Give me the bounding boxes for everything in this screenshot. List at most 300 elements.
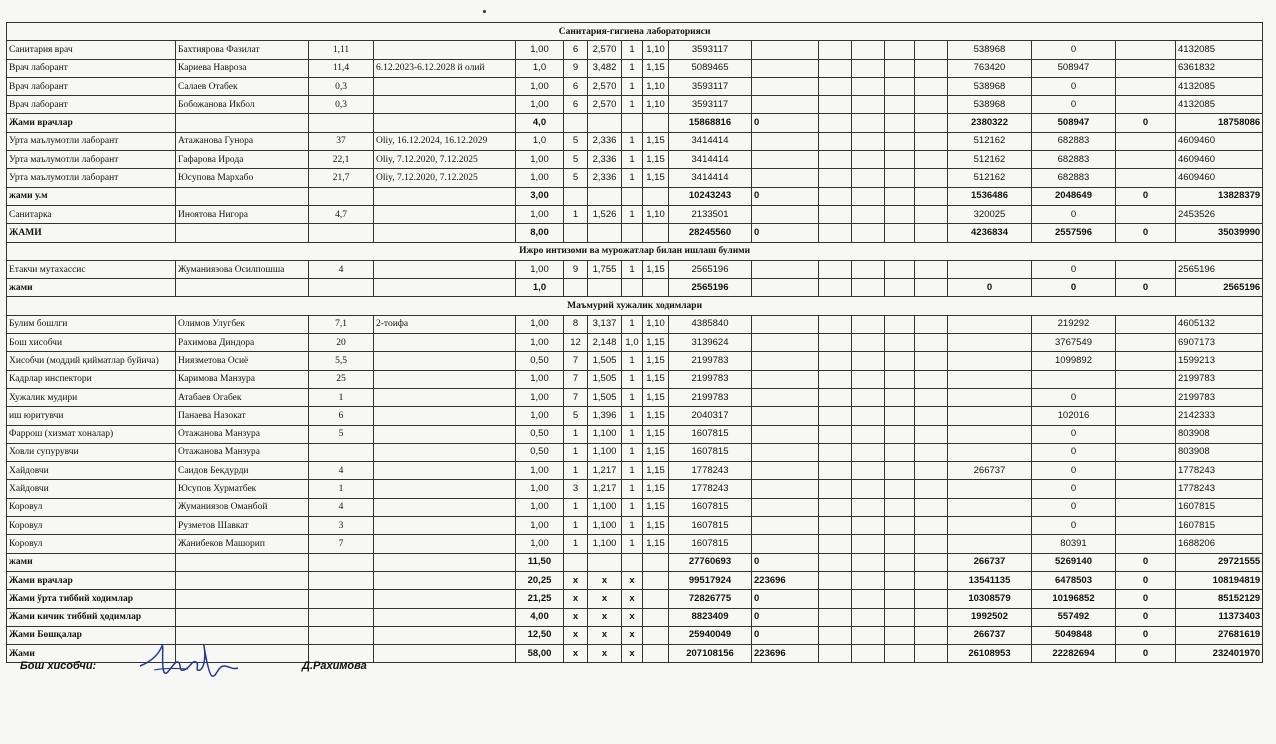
cell-allowance: 4236834 bbox=[948, 224, 1032, 242]
cell-full-name bbox=[176, 224, 309, 242]
cell-factor: 1 bbox=[622, 443, 643, 461]
cell-extra-2 bbox=[852, 279, 885, 297]
cell-factor: 1 bbox=[622, 151, 643, 169]
cell-allowance bbox=[948, 535, 1032, 553]
cell-extra-4 bbox=[915, 370, 948, 388]
cell-category bbox=[374, 553, 516, 571]
cell-bonus bbox=[752, 480, 819, 498]
cell-other bbox=[1116, 370, 1176, 388]
cell-category bbox=[374, 279, 516, 297]
cell-total: 232401970 bbox=[1176, 645, 1263, 663]
cell-grade: 7 bbox=[564, 388, 588, 406]
cell-extra-3 bbox=[885, 224, 915, 242]
cell-extra-2 bbox=[852, 114, 885, 132]
cell-multiplier bbox=[643, 608, 669, 626]
cell-premium: 682883 bbox=[1032, 169, 1116, 187]
table-row bbox=[7, 260, 1263, 278]
cell-extra-4 bbox=[915, 77, 948, 95]
cell-extra-4 bbox=[915, 443, 948, 461]
cell-premium: 557492 bbox=[1032, 608, 1116, 626]
cell-extra-1 bbox=[819, 77, 852, 95]
cell-allowance bbox=[948, 370, 1032, 388]
cell-extra-2 bbox=[852, 315, 885, 333]
cell-extra-2 bbox=[852, 96, 885, 114]
cell-premium: 3767549 bbox=[1032, 334, 1116, 352]
cell-extra-1 bbox=[819, 279, 852, 297]
cell-factor: x bbox=[622, 626, 643, 644]
cell-premium: 0 bbox=[1032, 260, 1116, 278]
cell-category: 2-тоифа bbox=[374, 315, 516, 333]
cell-total: 6907173 bbox=[1176, 334, 1263, 352]
cell-coefficient: 1,100 bbox=[588, 443, 622, 461]
cell-grade: 8 bbox=[564, 315, 588, 333]
cell-extra-1 bbox=[819, 315, 852, 333]
cell-coefficient: 1,505 bbox=[588, 388, 622, 406]
cell-multiplier bbox=[643, 553, 669, 571]
cell-grade: 1 bbox=[564, 535, 588, 553]
cell-category bbox=[374, 425, 516, 443]
cell-position: Хайдовчи bbox=[7, 480, 176, 498]
cell-multiplier bbox=[643, 571, 669, 589]
cell-grade: x bbox=[564, 608, 588, 626]
cell-salary: 3593117 bbox=[669, 96, 752, 114]
cell-grade: x bbox=[564, 645, 588, 663]
cell-position: Бош хисобчи bbox=[7, 334, 176, 352]
cell-rate: 11,50 bbox=[516, 553, 564, 571]
cell-experience: 7 bbox=[309, 535, 374, 553]
cell-factor bbox=[622, 114, 643, 132]
cell-salary: 3414414 bbox=[669, 132, 752, 150]
cell-coefficient: 1,505 bbox=[588, 352, 622, 370]
cell-category bbox=[374, 77, 516, 95]
cell-bonus bbox=[752, 425, 819, 443]
cell-coefficient: 2,148 bbox=[588, 334, 622, 352]
cell-multiplier: 1,15 bbox=[643, 498, 669, 516]
cell-extra-3 bbox=[885, 169, 915, 187]
cell-salary: 3139624 bbox=[669, 334, 752, 352]
cell-other: 0 bbox=[1116, 608, 1176, 626]
cell-allowance: 13541135 bbox=[948, 571, 1032, 589]
cell-position: Жами bbox=[7, 645, 176, 663]
cell-experience: 20 bbox=[309, 334, 374, 352]
cell-category bbox=[374, 626, 516, 644]
cell-allowance: 1992502 bbox=[948, 608, 1032, 626]
cell-extra-1 bbox=[819, 498, 852, 516]
cell-rate: 1,00 bbox=[516, 169, 564, 187]
cell-coefficient: x bbox=[588, 590, 622, 608]
cell-allowance: 763420 bbox=[948, 59, 1032, 77]
cell-rate: 1,00 bbox=[516, 462, 564, 480]
cell-extra-3 bbox=[885, 260, 915, 278]
cell-rate: 1,00 bbox=[516, 480, 564, 498]
cell-salary: 1607815 bbox=[669, 443, 752, 461]
cell-bonus bbox=[752, 169, 819, 187]
cell-premium: 0 bbox=[1032, 480, 1116, 498]
cell-rate: 0,50 bbox=[516, 352, 564, 370]
cell-total: 29721555 bbox=[1176, 553, 1263, 571]
cell-coefficient bbox=[588, 114, 622, 132]
cell-experience bbox=[309, 187, 374, 205]
cell-extra-3 bbox=[885, 132, 915, 150]
cell-rate: 8,00 bbox=[516, 224, 564, 242]
cell-full-name: Атабаев Огабек bbox=[176, 388, 309, 406]
cell-extra-4 bbox=[915, 169, 948, 187]
cell-full-name bbox=[176, 114, 309, 132]
cell-total: 18758086 bbox=[1176, 114, 1263, 132]
cell-bonus bbox=[752, 535, 819, 553]
cell-allowance: 538968 bbox=[948, 77, 1032, 95]
cell-coefficient: 2,336 bbox=[588, 151, 622, 169]
section-title: Маъмурий хужалик ходимлари bbox=[7, 297, 1263, 315]
cell-multiplier: 1,15 bbox=[643, 370, 669, 388]
table-row bbox=[7, 151, 1263, 169]
cell-grade: 1 bbox=[564, 205, 588, 223]
cell-extra-1 bbox=[819, 370, 852, 388]
cell-coefficient: 3,137 bbox=[588, 315, 622, 333]
cell-position: Хисобчи (моддий қийматлар буйича) bbox=[7, 352, 176, 370]
cell-full-name bbox=[176, 187, 309, 205]
cell-full-name: Олимов Улугбек bbox=[176, 315, 309, 333]
subtotal-row bbox=[7, 279, 1263, 297]
cell-other: 0 bbox=[1116, 279, 1176, 297]
cell-other: 0 bbox=[1116, 645, 1176, 663]
cell-multiplier bbox=[643, 626, 669, 644]
cell-coefficient: 2,570 bbox=[588, 96, 622, 114]
cell-extra-1 bbox=[819, 626, 852, 644]
cell-salary: 1607815 bbox=[669, 498, 752, 516]
cell-experience bbox=[309, 443, 374, 461]
cell-experience bbox=[309, 279, 374, 297]
cell-coefficient: 1,217 bbox=[588, 462, 622, 480]
cell-extra-1 bbox=[819, 114, 852, 132]
cell-extra-4 bbox=[915, 260, 948, 278]
cell-rate: 1,00 bbox=[516, 388, 564, 406]
cell-allowance bbox=[948, 388, 1032, 406]
cell-full-name bbox=[176, 279, 309, 297]
cell-extra-2 bbox=[852, 132, 885, 150]
cell-extra-1 bbox=[819, 517, 852, 535]
cell-factor: 1 bbox=[622, 535, 643, 553]
cell-full-name: Отажанова Манзура bbox=[176, 443, 309, 461]
cell-rate: 1,00 bbox=[516, 517, 564, 535]
cell-experience: 4,7 bbox=[309, 205, 374, 223]
cell-allowance: 0 bbox=[948, 279, 1032, 297]
section-header-row bbox=[7, 23, 1263, 41]
cell-extra-4 bbox=[915, 96, 948, 114]
cell-position: Жами врачлар bbox=[7, 571, 176, 589]
cell-category bbox=[374, 224, 516, 242]
cell-rate: 0,50 bbox=[516, 425, 564, 443]
table-row bbox=[7, 59, 1263, 77]
cell-bonus bbox=[752, 279, 819, 297]
cell-extra-1 bbox=[819, 59, 852, 77]
cell-experience: 7,1 bbox=[309, 315, 374, 333]
cell-salary: 2133501 bbox=[669, 205, 752, 223]
cell-rate: 1,00 bbox=[516, 334, 564, 352]
cell-other: 0 bbox=[1116, 571, 1176, 589]
cell-extra-3 bbox=[885, 443, 915, 461]
cell-full-name bbox=[176, 553, 309, 571]
cell-position: Ховли супурувчи bbox=[7, 443, 176, 461]
cell-extra-1 bbox=[819, 260, 852, 278]
cell-allowance bbox=[948, 425, 1032, 443]
cell-other bbox=[1116, 443, 1176, 461]
cell-total: 4132085 bbox=[1176, 96, 1263, 114]
cell-multiplier: 1,10 bbox=[643, 77, 669, 95]
cell-total: 4605132 bbox=[1176, 315, 1263, 333]
cell-position: Жами ўрта тиббий ходимлар bbox=[7, 590, 176, 608]
cell-extra-1 bbox=[819, 352, 852, 370]
cell-full-name: Жуманиязова Осилпошша bbox=[176, 260, 309, 278]
cell-bonus bbox=[752, 59, 819, 77]
cell-premium: 0 bbox=[1032, 96, 1116, 114]
cell-position: Коровул bbox=[7, 517, 176, 535]
cell-position: Хайдовчи bbox=[7, 462, 176, 480]
cell-other bbox=[1116, 517, 1176, 535]
cell-allowance bbox=[948, 352, 1032, 370]
cell-position: Врач лаборант bbox=[7, 59, 176, 77]
cell-salary: 3414414 bbox=[669, 169, 752, 187]
cell-category bbox=[374, 370, 516, 388]
cell-extra-4 bbox=[915, 498, 948, 516]
cell-extra-3 bbox=[885, 480, 915, 498]
cell-premium: 0 bbox=[1032, 498, 1116, 516]
cell-extra-3 bbox=[885, 187, 915, 205]
cell-salary: 10243243 bbox=[669, 187, 752, 205]
cell-full-name: Жанибеков Машорип bbox=[176, 535, 309, 553]
cell-category bbox=[374, 260, 516, 278]
cell-premium: 0 bbox=[1032, 425, 1116, 443]
cell-category: 6.12.2023-6.12.2028 й олий bbox=[374, 59, 516, 77]
cell-rate: 1,00 bbox=[516, 77, 564, 95]
cell-total: 2565196 bbox=[1176, 279, 1263, 297]
cell-extra-4 bbox=[915, 132, 948, 150]
signer-name: Д.Рахимова bbox=[302, 660, 367, 672]
cell-multiplier: 1,15 bbox=[643, 260, 669, 278]
cell-full-name: Саидов Бекдурди bbox=[176, 462, 309, 480]
cell-allowance bbox=[948, 443, 1032, 461]
cell-multiplier bbox=[643, 224, 669, 242]
cell-category bbox=[374, 645, 516, 663]
cell-extra-2 bbox=[852, 553, 885, 571]
cell-experience: 6 bbox=[309, 407, 374, 425]
cell-extra-2 bbox=[852, 187, 885, 205]
cell-extra-3 bbox=[885, 517, 915, 535]
cell-rate: 1,00 bbox=[516, 370, 564, 388]
cell-grade: 12 bbox=[564, 334, 588, 352]
cell-position: Врач лаборант bbox=[7, 77, 176, 95]
cell-extra-3 bbox=[885, 425, 915, 443]
cell-other bbox=[1116, 132, 1176, 150]
cell-extra-3 bbox=[885, 41, 915, 59]
cell-premium bbox=[1032, 370, 1116, 388]
cell-extra-3 bbox=[885, 370, 915, 388]
cell-category bbox=[374, 334, 516, 352]
cell-full-name bbox=[176, 571, 309, 589]
cell-extra-1 bbox=[819, 407, 852, 425]
cell-extra-3 bbox=[885, 352, 915, 370]
cell-grade: x bbox=[564, 590, 588, 608]
cell-category: Oliy, 16.12.2024, 16.12.2029 bbox=[374, 132, 516, 150]
cell-total: 1599213 bbox=[1176, 352, 1263, 370]
cell-allowance bbox=[948, 334, 1032, 352]
grand-total-row bbox=[7, 590, 1263, 608]
cell-extra-4 bbox=[915, 571, 948, 589]
cell-coefficient bbox=[588, 224, 622, 242]
cell-salary: 2199783 bbox=[669, 370, 752, 388]
subtotal-row bbox=[7, 114, 1263, 132]
cell-experience bbox=[309, 608, 374, 626]
cell-premium: 5049848 bbox=[1032, 626, 1116, 644]
cell-premium: 22282694 bbox=[1032, 645, 1116, 663]
cell-experience: 0,3 bbox=[309, 96, 374, 114]
cell-rate: 1,0 bbox=[516, 132, 564, 150]
cell-rate: 1,00 bbox=[516, 315, 564, 333]
cell-salary: 2565196 bbox=[669, 279, 752, 297]
cell-grade: 5 bbox=[564, 132, 588, 150]
cell-bonus bbox=[752, 205, 819, 223]
cell-rate: 1,0 bbox=[516, 279, 564, 297]
cell-category bbox=[374, 388, 516, 406]
cell-premium: 1099892 bbox=[1032, 352, 1116, 370]
cell-extra-2 bbox=[852, 334, 885, 352]
cell-extra-4 bbox=[915, 480, 948, 498]
cell-multiplier: 1,15 bbox=[643, 388, 669, 406]
cell-grade: 1 bbox=[564, 462, 588, 480]
cell-factor: 1 bbox=[622, 132, 643, 150]
cell-total: 4609460 bbox=[1176, 132, 1263, 150]
section-header-row bbox=[7, 297, 1263, 315]
cell-extra-4 bbox=[915, 352, 948, 370]
cell-extra-2 bbox=[852, 517, 885, 535]
cell-coefficient: 1,100 bbox=[588, 425, 622, 443]
cell-category bbox=[374, 498, 516, 516]
cell-full-name bbox=[176, 590, 309, 608]
cell-multiplier: 1,15 bbox=[643, 132, 669, 150]
cell-rate: 20,25 bbox=[516, 571, 564, 589]
cell-extra-4 bbox=[915, 114, 948, 132]
cell-full-name: Гафарова Ирода bbox=[176, 151, 309, 169]
cell-experience: 21,7 bbox=[309, 169, 374, 187]
cell-position: Жами кичик тиббий ҳодимлар bbox=[7, 608, 176, 626]
cell-extra-4 bbox=[915, 462, 948, 480]
cell-factor: x bbox=[622, 645, 643, 663]
cell-factor: x bbox=[622, 571, 643, 589]
cell-full-name: Рахимова Диндора bbox=[176, 334, 309, 352]
cell-salary: 5089465 bbox=[669, 59, 752, 77]
cell-extra-2 bbox=[852, 462, 885, 480]
cell-factor: 1 bbox=[622, 59, 643, 77]
cell-grade: 7 bbox=[564, 370, 588, 388]
cell-category bbox=[374, 480, 516, 498]
cell-premium: 0 bbox=[1032, 388, 1116, 406]
cell-extra-2 bbox=[852, 151, 885, 169]
cell-salary: 1607815 bbox=[669, 425, 752, 443]
cell-bonus bbox=[752, 132, 819, 150]
cell-allowance: 512162 bbox=[948, 151, 1032, 169]
cell-grade bbox=[564, 279, 588, 297]
cell-experience: 37 bbox=[309, 132, 374, 150]
subtotal-row bbox=[7, 553, 1263, 571]
cell-coefficient: 2,570 bbox=[588, 41, 622, 59]
cell-position: жами у.м bbox=[7, 187, 176, 205]
cell-factor: 1 bbox=[622, 96, 643, 114]
cell-coefficient: 2,570 bbox=[588, 77, 622, 95]
cell-extra-2 bbox=[852, 41, 885, 59]
cell-factor: 1 bbox=[622, 462, 643, 480]
cell-salary: 2199783 bbox=[669, 352, 752, 370]
cell-extra-4 bbox=[915, 59, 948, 77]
cell-rate: 12,50 bbox=[516, 626, 564, 644]
cell-premium: 102016 bbox=[1032, 407, 1116, 425]
cell-other bbox=[1116, 315, 1176, 333]
cell-allowance bbox=[948, 480, 1032, 498]
cell-category bbox=[374, 517, 516, 535]
subtotal-row bbox=[7, 224, 1263, 242]
cell-grade: 1 bbox=[564, 517, 588, 535]
cell-rate: 1,00 bbox=[516, 498, 564, 516]
cell-multiplier: 1,10 bbox=[643, 205, 669, 223]
cell-bonus bbox=[752, 462, 819, 480]
cell-extra-1 bbox=[819, 205, 852, 223]
cell-extra-3 bbox=[885, 462, 915, 480]
cell-bonus bbox=[752, 517, 819, 535]
cell-extra-3 bbox=[885, 315, 915, 333]
cell-full-name: Атажанова Гунора bbox=[176, 132, 309, 150]
cell-bonus bbox=[752, 443, 819, 461]
cell-multiplier: 1,10 bbox=[643, 96, 669, 114]
cell-factor: x bbox=[622, 590, 643, 608]
cell-category bbox=[374, 352, 516, 370]
cell-position: Врач лаборант bbox=[7, 96, 176, 114]
cell-extra-3 bbox=[885, 96, 915, 114]
cell-premium: 5269140 bbox=[1032, 553, 1116, 571]
cell-grade bbox=[564, 224, 588, 242]
cell-other bbox=[1116, 205, 1176, 223]
cell-full-name: Бахтиярова Фазилат bbox=[176, 41, 309, 59]
cell-extra-1 bbox=[819, 462, 852, 480]
cell-premium: 508947 bbox=[1032, 114, 1116, 132]
cell-factor: 1 bbox=[622, 425, 643, 443]
cell-category bbox=[374, 205, 516, 223]
table-body bbox=[7, 23, 1263, 663]
cell-extra-3 bbox=[885, 626, 915, 644]
table-row bbox=[7, 77, 1263, 95]
cell-bonus bbox=[752, 388, 819, 406]
cell-multiplier bbox=[643, 187, 669, 205]
cell-extra-4 bbox=[915, 425, 948, 443]
cell-extra-4 bbox=[915, 334, 948, 352]
cell-extra-2 bbox=[852, 645, 885, 663]
cell-extra-4 bbox=[915, 151, 948, 169]
cell-extra-4 bbox=[915, 224, 948, 242]
cell-total: 2453526 bbox=[1176, 205, 1263, 223]
cell-extra-4 bbox=[915, 41, 948, 59]
cell-factor: 1 bbox=[622, 517, 643, 535]
cell-salary: 207108156 bbox=[669, 645, 752, 663]
cell-premium: 0 bbox=[1032, 443, 1116, 461]
cell-multiplier: 1,10 bbox=[643, 315, 669, 333]
table-row bbox=[7, 498, 1263, 516]
cell-factor: 1 bbox=[622, 370, 643, 388]
table-row bbox=[7, 169, 1263, 187]
cell-extra-1 bbox=[819, 608, 852, 626]
cell-grade bbox=[564, 114, 588, 132]
cell-total: 1688206 bbox=[1176, 535, 1263, 553]
table-row bbox=[7, 315, 1263, 333]
cell-extra-2 bbox=[852, 590, 885, 608]
cell-position: Жами врачлар bbox=[7, 114, 176, 132]
